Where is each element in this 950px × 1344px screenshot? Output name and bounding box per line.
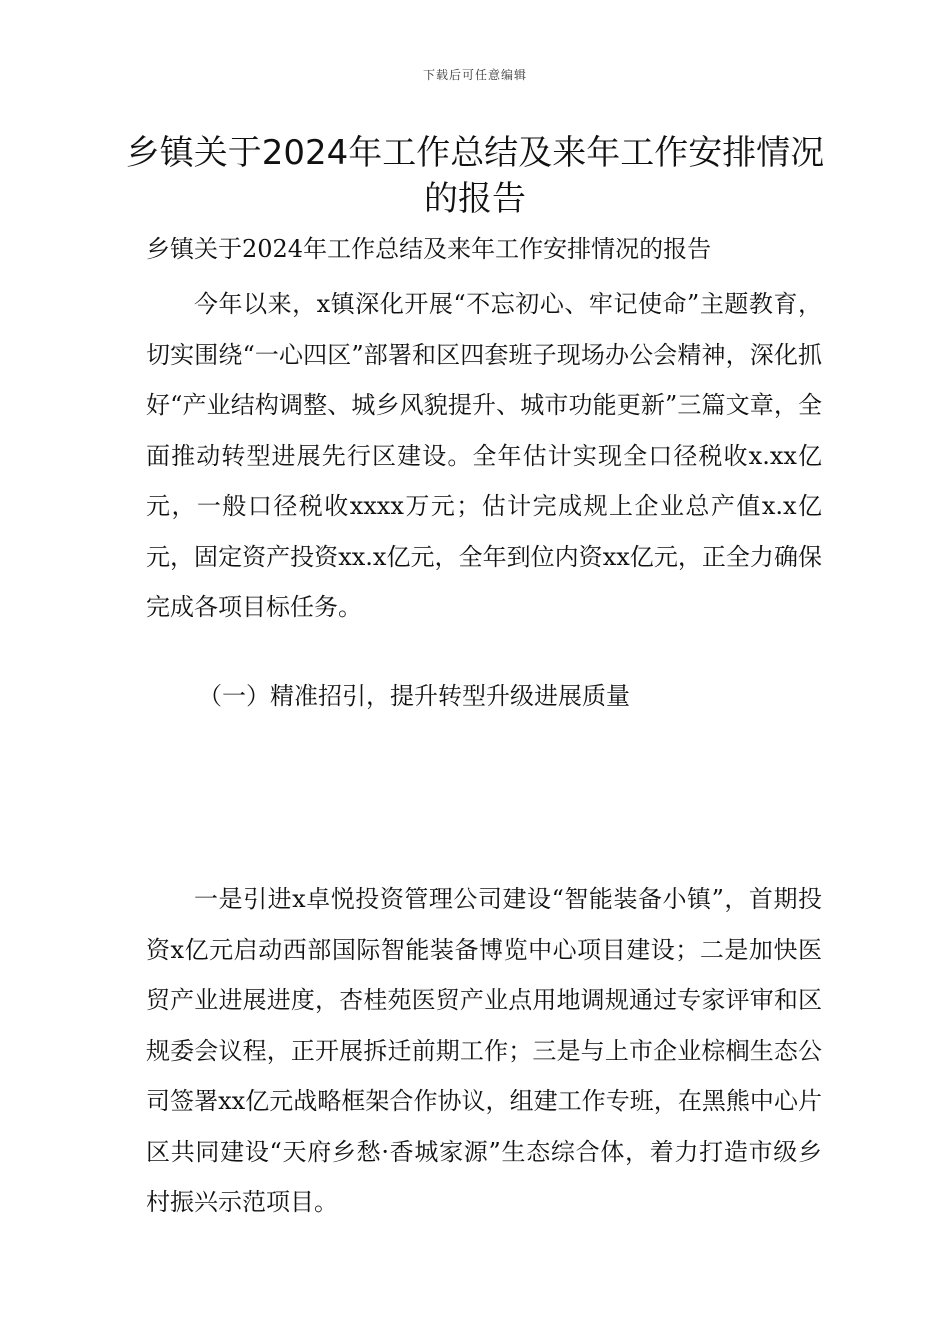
header-note: 下载后可任意编辑 (422, 68, 527, 82)
paragraph-projects: 一是引进x卓悦投资管理公司建设“智能装备小镇”，首期投资x亿元启动西部国际智能装备博览中心项目建设；二是加快医贸产业进展进度，杏桂苑医贸产业点用地调规通过专家评审和区规委会议程，正开展拆迁前期工作；三是与上市企业棕榈生态公司签署xx亿元战略框架合作协议，组建工作专班，在黑熊中心片区共同建设“天府乡愁·香城家源”生态综合体，着力打造市级乡村振兴示范项目。 (146, 885, 822, 1216)
paragraph-intro: 今年以来，x镇深化开展“不忘初心、牢记使命”主题教育，切实围绕“一心四区”部署和区四套班子现场办公会精神，深化抓好“产业结构调整、城乡风貌提升、城市功能更新”三篇文章，全面推动转型进展先行区建设。全年估计实现全口径税收x.xx亿元，一般口径税收xxxx万元；估计完成规上企业总产值x.x亿元，固定资产投资xx.x亿元，全年到位内资xx亿元，正全力确保完成各项目标任务。 (146, 290, 822, 621)
section-heading: （一）精准招引，提升转型升级进展质量 (198, 682, 630, 710)
document-subtitle: 乡镇关于2024年工作总结及来年工作安排情况的报告 (146, 235, 712, 263)
document-title: 乡镇关于2024年工作总结及来年工作安排情况的报告 (125, 133, 825, 219)
